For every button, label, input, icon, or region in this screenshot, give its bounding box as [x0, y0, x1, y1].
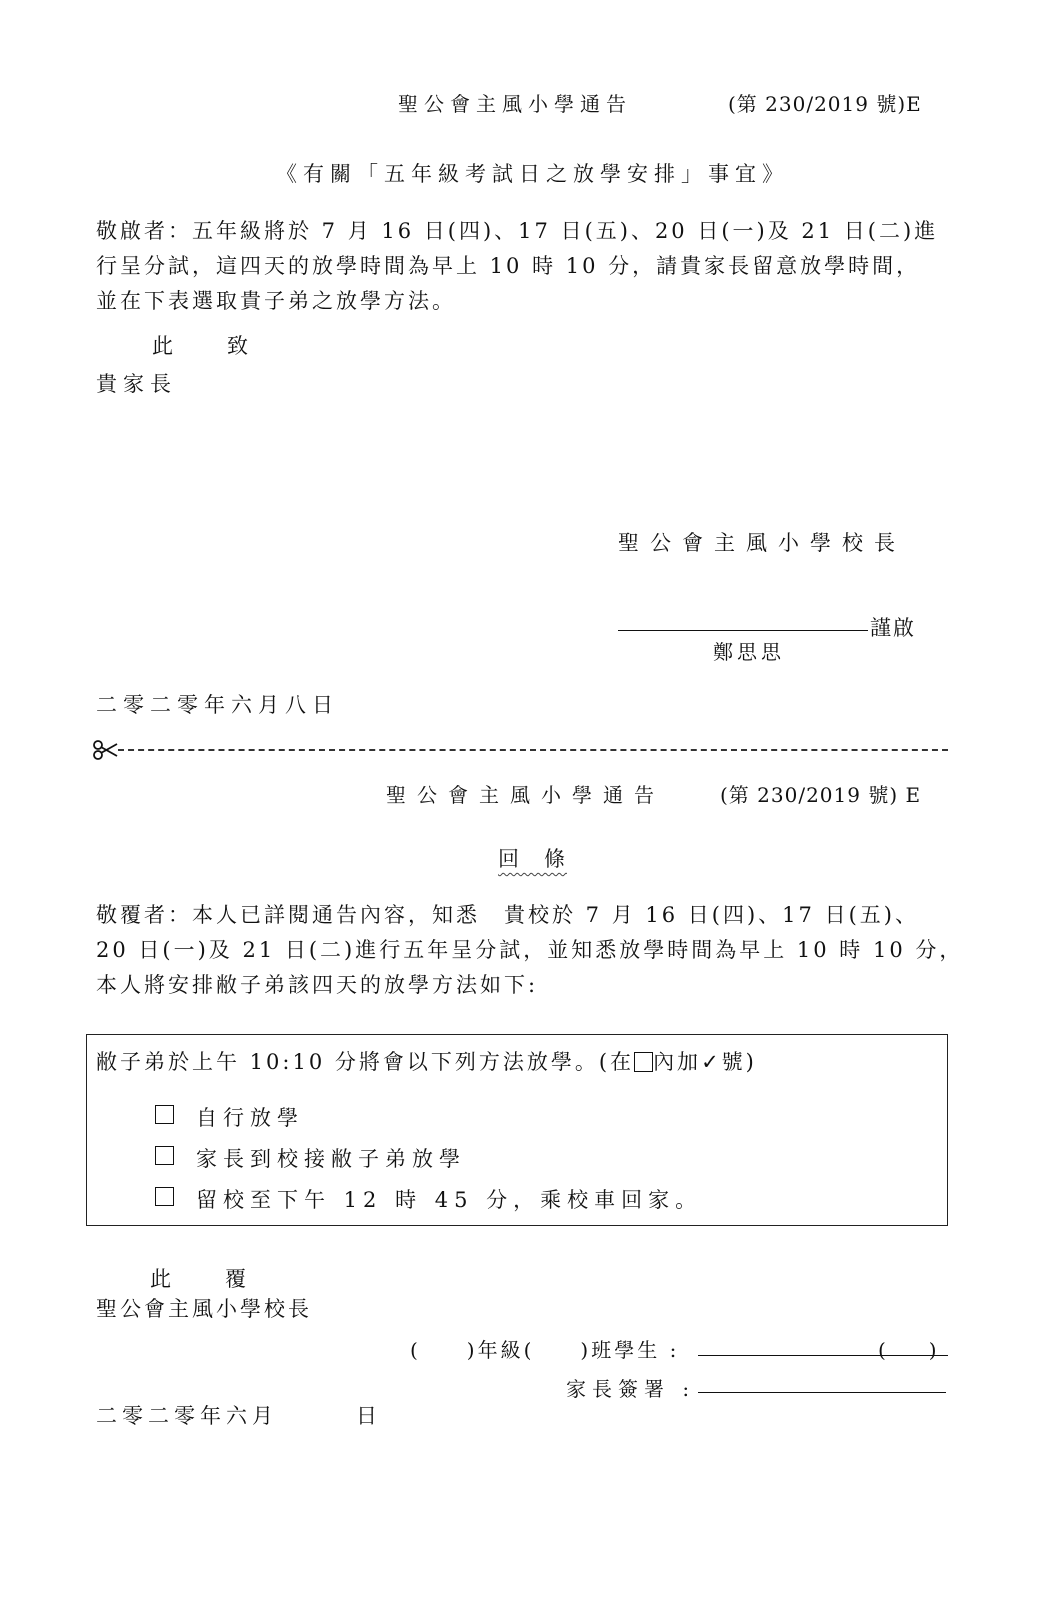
- notice-date: 二零二零年六月八日: [96, 693, 339, 717]
- reply-addressee: 聖公會主風小學校長: [96, 1297, 312, 1321]
- option-checkbox-parent-pickup[interactable]: [155, 1146, 174, 1165]
- notice-body: [96, 214, 946, 319]
- reply-body-line: 本人將安排敝子弟該四天的放學方法如下:: [96, 973, 539, 997]
- scissors-icon: [92, 738, 118, 762]
- notice-body-line: 行呈分試，這四天的放學時間為早上 10 時 10 分，請貴家長留意放學時間，: [96, 254, 921, 278]
- parent-sign-label: 家長簽署 :: [566, 1377, 696, 1401]
- box-intro-text-2: 內加: [653, 1050, 702, 1074]
- reply-date: 二零二零年六月 日: [96, 1404, 382, 1428]
- reply-school-title: 聖公會主風小學通告: [386, 783, 665, 807]
- cut-line: [118, 749, 948, 751]
- notice-addressee: 貴家長: [96, 372, 177, 396]
- notice-body-line: 並在下表選取貴子弟之放學方法。: [96, 289, 456, 313]
- notice-closing: 此 致: [152, 334, 252, 358]
- reply-notice-number: (第 230/2019 號) E: [720, 783, 922, 807]
- class-line-label: ( )年級( )班學生 :: [410, 1338, 680, 1362]
- signature-line: [618, 630, 868, 631]
- option-checkbox-school-bus[interactable]: [155, 1187, 174, 1206]
- notice-school-title: 聖公會主風小學通告: [398, 92, 632, 116]
- sign-suffix: 謹啟: [870, 616, 916, 640]
- box-intro-text-3: 號): [721, 1050, 757, 1074]
- signer-name: 鄭思思: [713, 640, 785, 664]
- notice-body-line: 敬啟者：五年級將於 7 月 16 日(四)、17 日(五)、20 日(一)及 21 日(二)進: [96, 219, 939, 243]
- reply-body-line: 敬覆者：本人已詳閱通告內容，知悉 貴校於 7 月 16 日(四)、17 日(五)、: [96, 903, 919, 927]
- signer-title: 聖公會主風小學校長: [618, 531, 906, 555]
- checkmark-icon: ✓: [701, 1050, 722, 1074]
- reply-body: [96, 898, 964, 1003]
- box-intro: [96, 1046, 757, 1076]
- student-number-field[interactable]: ( ): [878, 1338, 938, 1362]
- box-intro-text: 敝子弟於上午 10:10 分將會以下列方法放學。(在: [96, 1050, 635, 1074]
- checkbox-hint-icon: [634, 1052, 653, 1072]
- reply-closing: 此 覆: [150, 1267, 250, 1291]
- option-label-school-bus: 留校至下午 12 時 45 分，乘校車回家。: [196, 1188, 703, 1212]
- notice-number: (第 230/2019 號)E: [728, 92, 922, 116]
- option-label-parent-pickup: 家長到校接敝子弟放學: [196, 1147, 466, 1171]
- reply-heading: 回 條: [498, 847, 567, 871]
- option-label-self: 自行放學: [196, 1106, 304, 1130]
- parent-signature-field[interactable]: [698, 1392, 946, 1393]
- reply-body-line: 20 日(一)及 21 日(二)進行五年呈分試，並知悉放學時間為早上 10 時 10 分，: [96, 938, 964, 962]
- option-checkbox-self[interactable]: [155, 1105, 174, 1124]
- notice-subject: 《有關「五年級考試日之放學安排」事宜》: [276, 162, 789, 186]
